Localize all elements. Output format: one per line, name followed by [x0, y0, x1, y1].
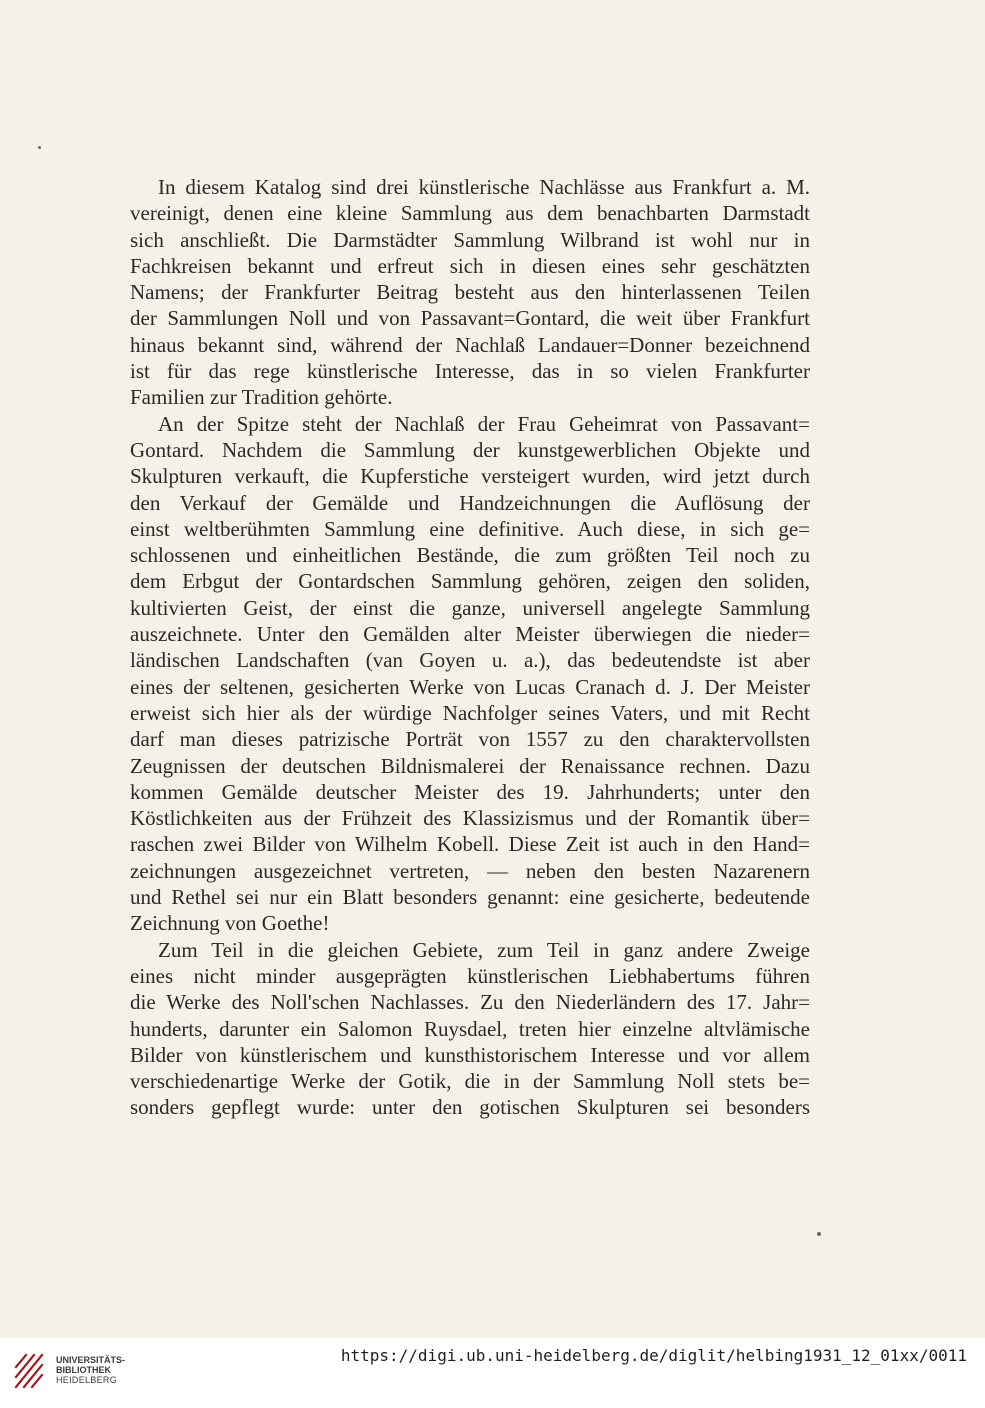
text-line: den Verkauf der Gemälde und Handzeichnungen die Auflösung der	[130, 490, 810, 515]
text-line: verschiedenartige Werke der Gotik, die in der Sammlung Noll stets be=	[130, 1069, 810, 1094]
text-line: An der Spitze steht der Nachlaß der Frau Geheimrat von Passavant=	[158, 411, 810, 436]
text-line: kultivierten Geist, der einst die ganze, universell angelegte Sammlung	[130, 595, 810, 620]
text-line: einst weltberühmten Sammlung eine definitive. Auch diese, in sich ge=	[130, 516, 810, 541]
paper-speck	[817, 1232, 821, 1236]
text-line: Zeichnung von Goethe!	[130, 911, 330, 936]
library-name	[56, 1355, 125, 1385]
text-line: darf man dieses patrizische Porträt von 1557 zu den charaktervollsten	[130, 727, 810, 752]
text-line: Familien zur Tradition gehörte.	[130, 385, 393, 410]
text-line: kommen Gemälde deutscher Meister des 19. Jahrhunderts; unter den	[130, 779, 810, 804]
text-line: sich anschließt. Die Darmstädter Sammlung Wilbrand ist wohl nur in	[130, 227, 810, 252]
text-line: ländischen Landschaften (van Goyen u. a.), das bedeutendste ist aber	[130, 648, 810, 673]
text-line: Namens; der Frankfurter Beitrag besteht aus den hinterlassenen Teilen	[130, 280, 810, 305]
text-line: Zum Teil in die gleichen Gebiete, zum Teil in ganz andere Zweige	[158, 937, 810, 962]
paper-speck	[38, 146, 41, 149]
permalink-url[interactable]: https://digi.ub.uni-heidelberg.de/diglit/helbing1931_12_01xx/0011	[340, 1346, 967, 1365]
text-line: dem Erbgut der Gontardschen Sammlung gehören, zeigen den soliden,	[130, 569, 810, 594]
library-name-line: BIBLIOTHEK	[56, 1365, 111, 1375]
text-line: Köstlichkeiten aus der Frühzeit des Klassizismus und der Romantik über=	[130, 806, 810, 831]
university-library-logo-icon	[12, 1347, 46, 1391]
text-line: schlossenen und einheitlichen Bestände, die zum größten Teil noch zu	[130, 543, 810, 568]
text-line: Gontard. Nachdem die Sammlung der kunstgewerblichen Objekte und	[130, 437, 810, 462]
text-line: zeichnungen ausgezeichnet vertreten, — neben den besten Nazarenern	[130, 858, 810, 883]
text-line: eines der seltenen, gesicherten Werke von Lucas Cranach d. J. Der Meister	[130, 674, 810, 699]
text-line: Bilder von künstlerischem und kunsthistorischem Interesse und vor allem	[130, 1042, 810, 1067]
text-line: die Werke des Noll'schen Nachlasses. Zu den Niederländern des 17. Jahr=	[130, 990, 810, 1015]
text-line: eines nicht minder ausgeprägten künstlerischen Liebhabertums führen	[130, 963, 810, 988]
text-line: ist für das rege künstlerische Interesse, das in so vielen Frankfurter	[130, 359, 810, 384]
text-line: In diesem Katalog sind drei künstlerische Nachlässe aus Frankfurt a. M.	[158, 175, 810, 199]
library-name-line: UNIVERSITÄTS-	[56, 1355, 126, 1365]
text-line: Zeugnissen der deutschen Bildnismalerei der Renaissance rechnen. Dazu	[130, 753, 810, 778]
body-text	[130, 174, 810, 1121]
footer-bar	[0, 1338, 985, 1408]
text-line: Skulpturen verkauft, die Kupferstiche versteigert wurden, wird jetzt durch	[130, 464, 810, 489]
text-line: der Sammlungen Noll und von Passavant=Gontard, die weit über Frankfurt	[130, 306, 810, 331]
text-line: raschen zwei Bilder von Wilhelm Kobell. Diese Zeit ist auch in den Hand=	[130, 832, 810, 857]
text-line: Fachkreisen bekannt und erfreut sich in diesen eines sehr geschätzten	[130, 253, 810, 278]
text-line: erweist sich hier als der würdige Nachfolger seines Vaters, und mit Recht	[130, 700, 810, 725]
text-line: sonders gepflegt wurde: unter den gotischen Skulpturen sei besonders	[130, 1095, 810, 1120]
text-line: hunderts, darunter ein Salomon Ruysdael, treten hier einzelne altvlämische	[130, 1016, 810, 1041]
text-line: auszeichnete. Unter den Gemälden alter Meister überwiegen die nieder=	[130, 622, 810, 647]
library-city: HEIDELBERG	[56, 1375, 118, 1385]
text-line: vereinigt, denen eine kleine Sammlung aus dem benachbarten Darmstadt	[130, 201, 810, 226]
text-line: hinaus bekannt sind, während der Nachlaß Landauer=Donner bezeichnend	[130, 332, 810, 357]
text-line: und Rethel sei nur ein Blatt besonders genannt: eine gesicherte, bedeutende	[130, 885, 810, 910]
